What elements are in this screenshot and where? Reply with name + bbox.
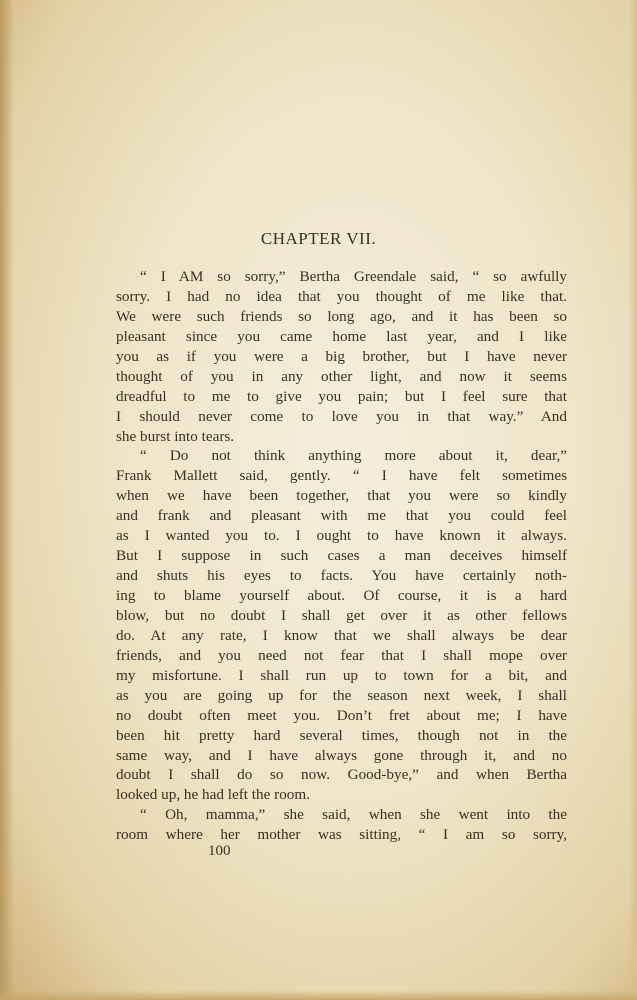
text-line: blow, but no doubt I shall get over it as other fellows	[116, 606, 567, 624]
text-line: room where her mother was sitting, “ I am so sorry,	[116, 826, 567, 844]
text-line: Frank Mallett said, gently. “ I have felt sometimes	[116, 467, 567, 485]
text-line: no doubt often meet you. Don’t fret about me; I have	[116, 706, 567, 724]
text-line: sorry. I had no idea that you thought of me like that.	[116, 287, 567, 305]
text-line: looked up, he had left the room.	[116, 786, 311, 804]
text-line: when we have been together, that you were so kindly	[116, 487, 567, 505]
page-edge-bottom	[0, 990, 637, 1000]
text-line: and frank and pleasant with me that you could feel	[116, 507, 567, 525]
text-line: ing to blame yourself about. Of course, it is a hard	[116, 587, 567, 604]
text-line: doubt I shall do so now. Good-bye,” and when Bertha	[116, 766, 567, 784]
chapter-title: CHAPTER VII.	[260, 229, 377, 248]
text-line: thought of you in any other light, and now it seems	[116, 367, 567, 385]
text-line: as you are going up for the season next week, I shall	[116, 686, 567, 704]
text-line: “ Oh, mamma,” she said, when she went into the	[140, 806, 567, 824]
text-line: dreadful to me to give you pain; but I feel sure that	[116, 387, 567, 405]
text-line: “ Do not think anything more about it, dear,”	[140, 447, 567, 465]
text-line: friends, and you need not fear that I shall mope over	[116, 646, 567, 664]
text-line: you as if you were a big brother, but I have never	[116, 347, 567, 365]
text-line: and shuts his eyes to facts. You have certainly noth-	[116, 567, 567, 585]
text-line: do. At any rate, I know that we shall always be dear	[116, 626, 567, 644]
page-edge-left	[0, 0, 14, 1000]
text-line: pleasant since you came home last year, and I like	[116, 327, 567, 345]
text-line: We were such friends so long ago, and it has been so	[116, 307, 567, 325]
body-text	[116, 267, 567, 845]
text-line: my misfortune. I shall run up to town for a bit, and	[116, 666, 567, 684]
page-edge-right	[629, 0, 637, 1000]
text-line: been hit pretty hard several times, though not in the	[116, 726, 567, 744]
text-line: “ I AM so sorry,” Bertha Greendale said, “ so awfully	[140, 268, 567, 285]
text-line: she burst into tears.	[116, 427, 235, 445]
page-number: 100	[208, 843, 231, 859]
text-line: But I suppose in such cases a man deceives himself	[116, 547, 567, 565]
text-line: same way, and I have always gone through it, and no	[116, 746, 567, 764]
text-line: as I wanted you to. I ought to have known it always.	[116, 527, 567, 545]
text-line: I should never come to love you in that way.” And	[116, 407, 567, 425]
